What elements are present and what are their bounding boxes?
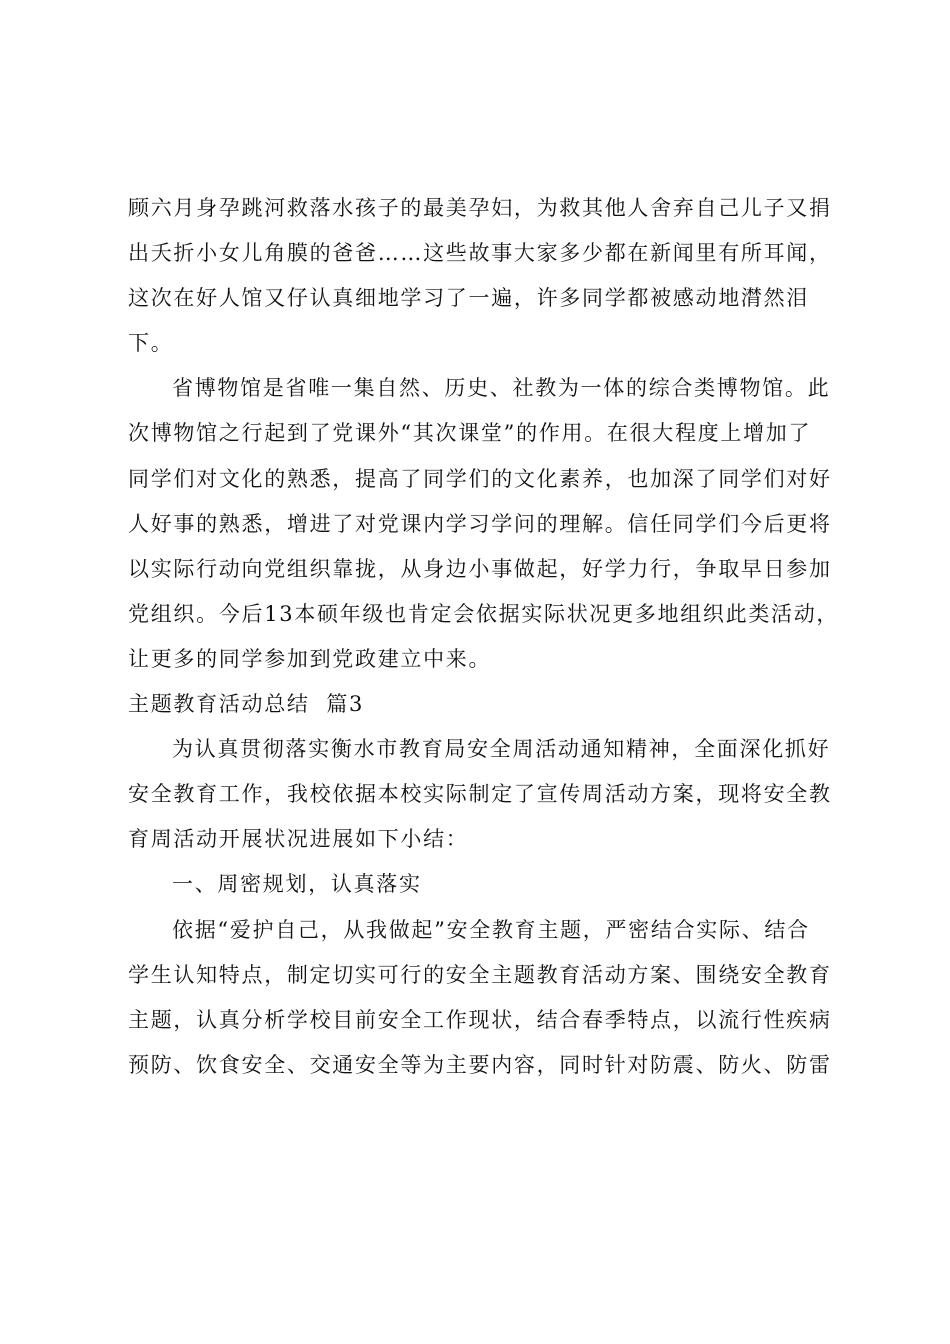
paragraph-4	[128, 908, 832, 1088]
text-line: 党组织。今后13本硕年级也肯定会依据实际状况更多地组织此类活动，	[128, 601, 840, 626]
section-title	[128, 682, 828, 727]
paragraph-1	[128, 186, 832, 366]
text-line: 这次在好人馆又仔认真细地学习了一遍，许多同学都被感动地潸然泪	[128, 286, 809, 311]
paragraph-2	[128, 366, 840, 682]
text-line: 同学们对文化的熟悉，提高了同学们的文化素养，也加深了同学们对好	[128, 466, 832, 491]
text-line: 安全教育工作，我校依据本校实际制定了宣传周活动方案，现将安全教	[128, 782, 832, 807]
text-line: 顾六月身孕跳河救落水孩子的最美孕妇，为救其他人舍弃自己儿子又捐	[128, 196, 832, 220]
text-line: 出夭折小女儿角膜的爸爸……这些故事大家多少都在新闻里有所耳闻，	[128, 241, 832, 266]
subsection-heading-text: 一、周密规划，认真落实	[172, 872, 422, 897]
text-line: 省博物馆是省唯一集自然、历史、社教为一体的综合类博物馆。此	[172, 376, 831, 401]
text-line: 人好事的熟悉，增进了对党课内学习学问的理解。信任同学们今后更将	[128, 511, 832, 536]
text-line: 学生认知特点，制定切实可行的安全主题教育活动方案、围绕安全教育	[128, 962, 832, 987]
document-body	[128, 186, 840, 1088]
text-line: 下。	[128, 331, 174, 356]
text-line: 次博物馆之行起到了党课外“其次课堂”的作用。在很大程度上增加了	[128, 421, 812, 446]
text-line: 主题，认真分析学校目前安全工作现状，结合春季特点，以流行性疾病	[128, 1007, 832, 1032]
paragraph-3	[128, 727, 832, 862]
text-line: 育周活动开展状况进展如下小结：	[128, 827, 469, 852]
subsection-heading	[128, 862, 828, 907]
text-line: 让更多的同学参加到党政建立中来。	[128, 646, 492, 671]
section-title-text: 主题教育活动总结 篇3	[128, 692, 365, 717]
text-line: 预防、饮食安全、交通安全等为主要内容，同时针对防震、防火、防雷	[128, 1052, 832, 1077]
text-line: 以实际行动向党组织靠拢，从身边小事做起，好学力行，争取早日参加	[128, 556, 832, 581]
text-line: 依据“爱护自己，从我做起”安全教育主题，严密结合实际、结合	[172, 917, 810, 942]
text-line: 为认真贯彻落实衡水市教育局安全周活动通知精神，全面深化抓好	[172, 737, 831, 762]
